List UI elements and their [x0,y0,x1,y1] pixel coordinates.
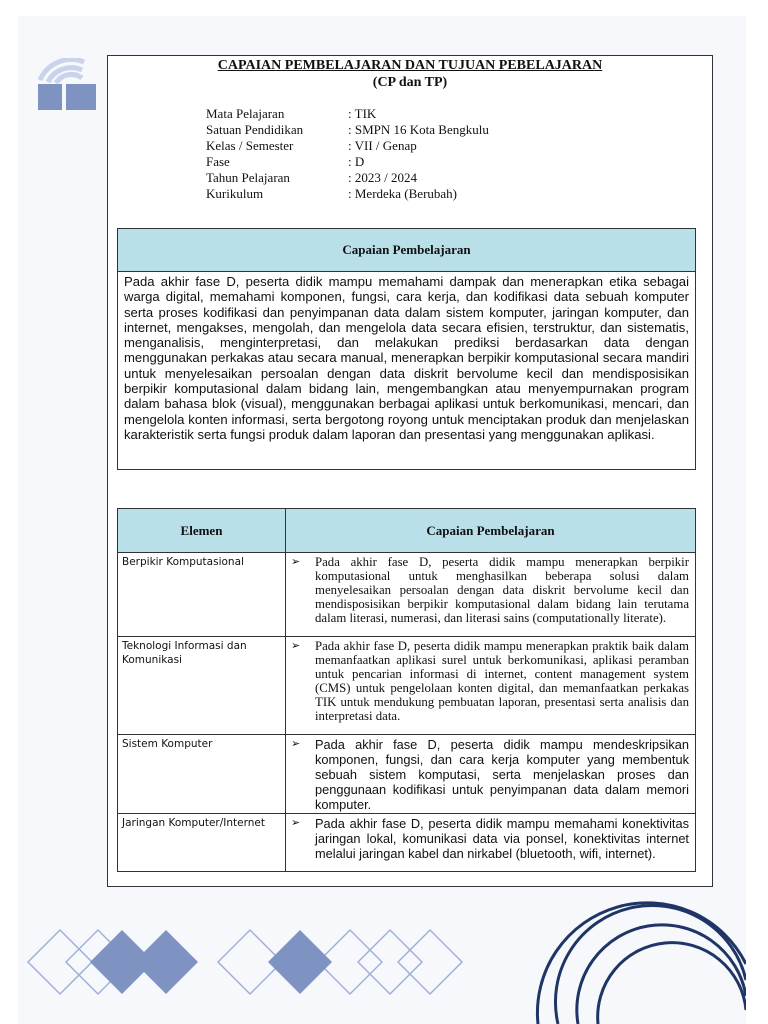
element-description: Pada akhir fase D, peserta didik mampu menerapkan berpikir komputasional untuk menghasilkan beberapa solusi dalam menyelesaikan persoalan dengan data diskrit bervolume kecil dan mendisposisikan berpikir komputasional dalam bidang lain terutama dalam literasi, numerasi, dan literasi sains (computationally literate). [315,555,689,625]
element-description: Pada akhir fase D, peserta didik mampu memahami konektivitas jaringan lokal, komunikasi data via ponsel, konektivitas internet melalui jaringan kabel dan nirkabel (bluetooth, wifi, internet). [315,816,689,861]
meta-label: Satuan Pendidikan [206,122,304,137]
meta-label: Kelas / Semester [206,138,294,153]
element-description: Pada akhir fase D, peserta didik mampu mendeskripsikan komponen, fungsi, dan cara kerja komputer yang membentuk sebuah sistem komputasi, serta menjelaskan proses dan penggunaan kodifikasi untuk penyimpanan data dalam memori komputer. [315,737,689,812]
elements-table [117,508,696,872]
table-row [118,735,696,814]
column-header-capaian: Capaian Pembelajaran [286,509,696,553]
document-frame [107,55,713,887]
meta-value: : VII / Genap [348,138,417,153]
table-row [118,553,696,637]
meta-value: : SMPN 16 Kota Bengkulu [348,122,489,137]
capaian-box [117,228,696,470]
element-cell [286,814,696,872]
meta-row [206,122,489,138]
element-name: Teknologi Informasi dan Komunikasi [118,637,286,735]
document-title: CAPAIAN PEMBELAJARAN DAN TUJUAN PEBELAJARAN [217,58,603,73]
table-row [118,637,696,735]
table-row [118,814,696,872]
element-cell [286,553,696,637]
element-name: Sistem Komputer [118,735,286,814]
meta-row [206,170,489,186]
element-cell [286,735,696,814]
capaian-header: Capaian Pembelajaran [118,229,695,272]
element-name: Berpikir Komputasional [118,553,286,637]
document-subtitle: (CP dan TP) [372,75,448,90]
meta-label: Tahun Pelajaran [206,170,290,185]
bullet-arrow-icon: ➢ [291,640,301,652]
meta-info [206,106,489,202]
meta-row [206,106,489,122]
element-description: Pada akhir fase D, peserta didik mampu menerapkan praktik baik dalam memanfaatkan aplikasi surel untuk berkomunikasi, aplikasi peramban untuk pencarian informasi di internet, content management system (CMS) untuk pengelolaan konten digital, dan memanfaatkan perkakas TIK untuk mendukung pembuatan laporan, presentasi serta analisis dan interpretasi data. [315,639,689,723]
bullet-arrow-icon: ➢ [291,556,301,568]
meta-label: Kurikulum [206,186,264,201]
meta-value: : Merdeka (Berubah) [348,186,458,201]
bullet-arrow-icon: ➢ [291,738,301,750]
meta-row [206,138,489,154]
bullet-arrow-icon: ➢ [291,817,301,829]
meta-value: : 2023 / 2024 [348,170,417,185]
meta-value: : TIK [348,106,377,121]
table-header-row [118,509,696,553]
corner-arcs-decoration [38,58,100,114]
column-header-elemen: Elemen [118,509,286,553]
meta-label: Mata Pelajaran [206,106,285,121]
meta-label: Fase [206,154,230,169]
diamond-pattern-decoration [18,880,746,1024]
element-name: Jaringan Komputer/Internet [118,814,286,872]
meta-row [206,154,489,170]
meta-value: : D [348,154,365,169]
capaian-paragraph: Pada akhir fase D, peserta didik mampu memahami dampak dan menerapkan etika sebagai warga digital, memahami komponen, fungsi, cara kerja, dan kodifikasi data sebuah komputer serta proses kodifikasi dan penyimpanan data dalam sistem komputer, jaringan komputer, dan internet, mengakses, mengolah, dan mengelola data secara efisien, terstruktur, dan sistematis, menganalisis, menginterpretasi, dan melakukan prediksi berdasarkan data dengan menggunakan perkakas atau secara manual, menerapkan berpikir komputasional secara mandiri untuk menyelesaikan persoalan dengan data diskrit bervolume kecil dan mendisposisikan berpikir komputasional dalam bidang lain, mengembangkan atau menyempurnakan program dalam bahasa blok (visual), menggunakan berbagai aplikasi untuk berkomunikasi, mencari, dan mengelola konten informasi, serta bergotong royong untuk menciptakan produk dan menjelaskan karakteristik serta fungsi produk dalam laporan dan presentasi yang menggunakan aplikasi. [124,274,689,442]
meta-row [206,186,489,202]
element-cell [286,637,696,735]
